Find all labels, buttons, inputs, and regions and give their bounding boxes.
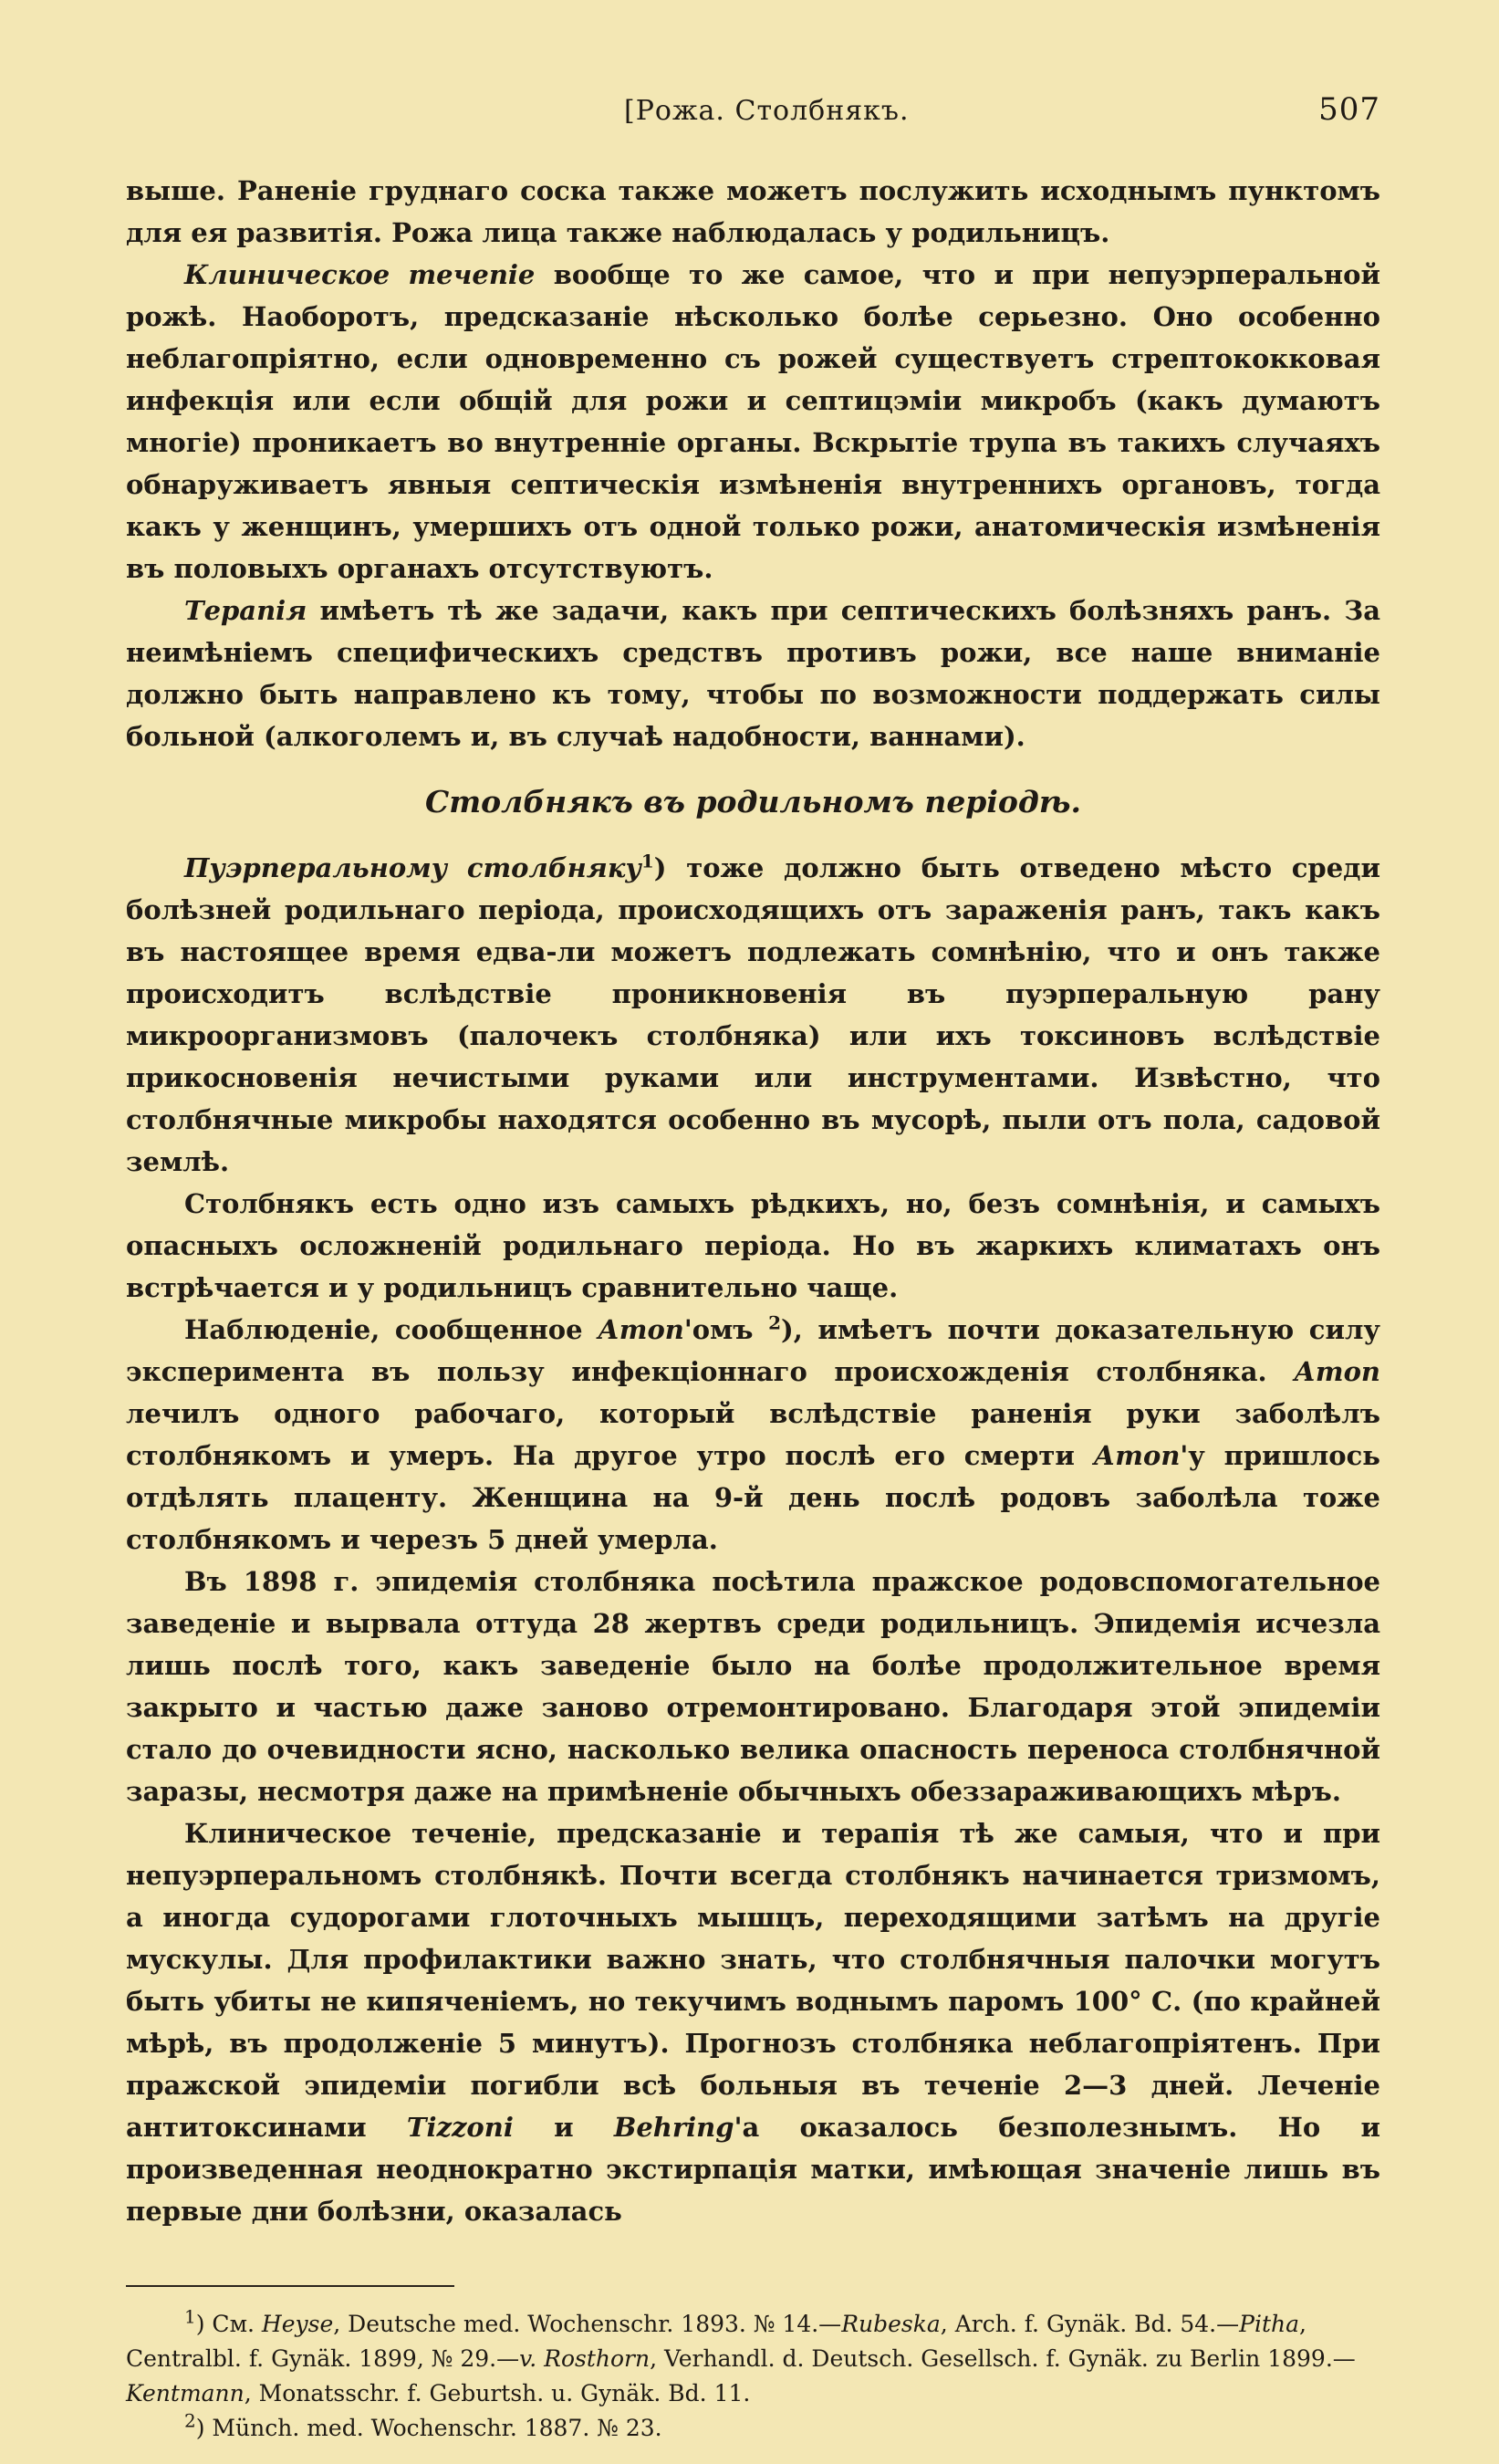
footnote-text: , Monatsschr. f. Geburtsh. u. Gynäk. Bd. 11. [244, 2380, 751, 2407]
paragraph-text: Наблюденіе, сообщенное [184, 1314, 599, 1345]
author-name: Атоп [1093, 1440, 1181, 1471]
footnote-text: ) Münch. med. Wochenschr. 1887. № 23. [195, 2415, 662, 2441]
paragraph-clinical-course [126, 254, 1380, 590]
author-name: Behring [613, 2112, 734, 2143]
paragraph-1: выше. Раненіе груднаго соска также можетъ послужить исходнымъ пунктомъ для ея развитія. Рожа лица также наблюдалась у родильницъ. [126, 175, 1380, 248]
paragraph-puerperal-tetanus [126, 847, 1380, 1183]
paragraph-text: и [513, 2112, 614, 2143]
paragraph-clinical-tetanus [126, 1812, 1380, 2232]
cited-author: Rubeska [841, 2311, 941, 2337]
paragraph-text: ), имѣетъ почти доказательную силу эксперимента въ пользу инфекціоннаго происхожденія столбняка. [126, 1314, 1380, 1387]
paragraph-text: ) тоже должно быть отведено мѣсто среди болѣзней родильнаго періода, происходящихъ отъ зараженія ранъ, такъ какъ въ настоящее время едва-ли можетъ подлежать сомнѣнію, что и онъ также происходитъ вслѣдствіе проникновенія въ пуэрперальную рану микроорганизмовъ (палочекъ столбняка) или ихъ токсиновъ вслѣдствіе прикосновенія нечистыми руками или инструментами. Извѣстно, что столбнячные микробы находятся особенно въ мусорѣ, пыли отъ пола, садовой землѣ. [126, 852, 1381, 1177]
footnote-text: , Deutsche med. Wochenschr. 1893. № 14.— [333, 2311, 842, 2337]
paragraph-epidemic: Въ 1898 г. эпидемія столбняка посѣтила пражское родовспомогательное заведеніе и вырвала оттуда 28 жертвъ среди родильницъ. Эпидемія исчезла лишь послѣ того, какъ заведеніе было на болѣе продолжительное время закрыто и частью даже заново отремонтировано. Благодаря этой эпидеміи стало до очевидности ясно, насколько велика опасность переноса столбнячной заразы, несмотря даже на примѣненіе обычныхъ обеззараживающихъ мѣръ. [126, 1566, 1380, 1807]
cited-author: v. Rosthorn [519, 2345, 651, 2372]
paragraph-text: имѣетъ тѣ же задачи, какъ при септическихъ болѣзняхъ ранъ. За неимѣніемъ специфическихъ средствъ противъ рожи, все наше вниманіе должно быть направлено къ тому, чтобы по возможности поддержать силы больной (алкоголемъ и, въ случаѣ надобности, ваннами). [126, 595, 1380, 752]
italic-term: Терапія [184, 595, 307, 626]
author-name: Tizzoni [406, 2112, 514, 2143]
running-header [126, 91, 1380, 133]
paragraph-observation [126, 1309, 1380, 1561]
footnote-1 [126, 2307, 1380, 2411]
footnote-divider [126, 2285, 454, 2287]
cited-author: Heyse [261, 2311, 334, 2337]
footnote-text: ) См. [195, 2311, 262, 2337]
footnotes [126, 2307, 1380, 2446]
italic-term: Клиническое течепіе [184, 259, 536, 290]
paragraph-rarity: Столбнякъ есть одно изъ самыхъ рѣдкихъ, но, безъ сомнѣнія, и самыхъ опасныхъ осложненій родильнаго періода. Но въ жаркихъ климатахъ онъ встрѣчается и у родильницъ сравнительно чаще. [126, 1188, 1380, 1303]
paragraph-text: 'а оказалось безполезнымъ. Но и произведенная неоднократно экстирпація матки, имѣющая значеніе лишь въ первые дни болѣзни, оказалась [126, 2112, 1381, 2227]
paragraph-text: 'омъ [683, 1314, 769, 1345]
cited-author: Pitha [1239, 2311, 1299, 2337]
paragraph-text: 'у пришлось отдѣлять плаценту. Женщина на 9-й день послѣ родовъ заболѣла тоже столбнякомъ и черезъ 5 дней умерла. [126, 1440, 1380, 1555]
footnote-ref-1[interactable]: 1 [640, 850, 654, 872]
footnote-ref-2[interactable]: 2 [768, 1311, 781, 1334]
italic-term: Пуэрперальному столбняку [184, 852, 641, 883]
cited-author: Kentmann [126, 2380, 245, 2407]
footnote-mark: 2 [184, 2409, 196, 2432]
footnote-2 [126, 2411, 1380, 2446]
footnote-text: , Verhandl. d. Deutsch. Gesellsch. f. Gynäk. zu Berlin 1899.— [650, 2345, 1356, 2372]
page-number: 507 [1318, 91, 1380, 128]
page-body [126, 170, 1380, 2446]
author-name: Атоп [1294, 1356, 1380, 1387]
footnote-mark: 1 [184, 2305, 196, 2328]
section-heading: Столбнякъ въ родильномъ періодѣ. [424, 784, 1082, 820]
author-name: Атоп [598, 1314, 684, 1345]
paragraph-therapy [126, 590, 1380, 757]
footnote-text: , Centralbl. f. Gynäk. 1899, № 29.— [126, 2311, 1306, 2372]
footnote-text: , Arch. f. Gynäk. Bd. 54.— [940, 2311, 1240, 2337]
paragraph-text: вообще то же самое, что и при непуэрперальной рожѣ. Наоборотъ, предсказаніе нѣсколько болѣе серьезно. Оно особенно неблагопріятно, если одновременно съ рожей существуетъ стрептококковая инфекція или если общій для рожи и септицэміи микробъ (какъ думаютъ многіе) проникаетъ во внутренніе органы. Вскрытіе трупа въ такихъ случаяхъ обнаруживаетъ явныя септическія измѣненія внутреннихъ органовъ, тогда какъ у женщинъ, умершихъ отъ одной только рожи, анатомическія измѣненія въ половыхъ органахъ отсутствуютъ. [126, 259, 1380, 584]
paragraph-text: Клиническое теченіе, предсказаніе и терапія тѣ же самыя, что и при непуэрперальномъ столбнякѣ. Почти всегда столбнякъ начинается тризмомъ, а иногда судорогами глоточныхъ мышцъ, переходящими затѣмъ на другіе мускулы. Для профилактики важно знать, что столбнячныя палочки могутъ быть убиты не кипяченіемъ, но текучимъ воднымъ паромъ 100° С. (по крайней мѣрѣ, въ продолженіе 5 минутъ). Прогнозъ столбняка неблагопріятенъ. При пражской эпидеміи погибли всѣ больныя въ теченіе 2—3 дней. Леченіе антитоксинами [126, 1818, 1380, 2143]
running-title: [Рожа. Столбнякъ. [624, 95, 910, 127]
paragraph-text: лечилъ одного рабочаго, который вслѣдствіе раненія руки заболѣлъ столбнякомъ и умеръ. На другое утро послѣ его смерти [126, 1398, 1380, 1471]
